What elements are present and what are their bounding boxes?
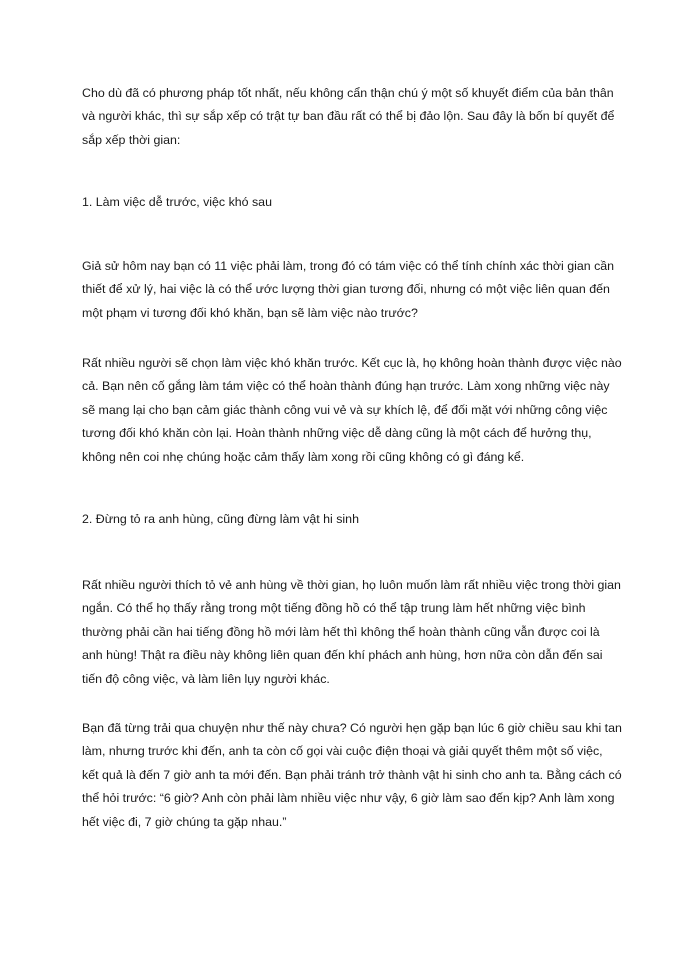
intro-paragraph: Cho dù đã có phương pháp tốt nhất, nếu không cẩn thận chú ý một số khuyết điểm của bản thân và người khác, thì sự sắp xếp có trật tự ban đầu rất có thể bị đảo lộn. Sau đây là bốn bí quyết để sắp xếp thời gian: [82, 86, 615, 147]
section-1-paragraph-2: Rất nhiều người sẽ chọn làm việc khó khăn trước. Kết cục là, họ không hoàn thành được việc nào cả. Bạn nên cố gắng làm tám việc có thể hoàn thành đúng hạn trước. Làm xong những việc này sẽ mang lại cho bạn cảm giác thành công vui vẻ và sự khích lệ, để đối mặt với những công việc tương đối khó khăn còn lại. Hoàn thành những việc dễ dàng cũng là một cách để hưởng thụ, không nên coi nhẹ chúng hoặc cảm thấy làm xong rồi cũng không có gì đáng kể. [82, 356, 622, 464]
section-2-heading: 2. Đừng tỏ ra anh hùng, cũng đừng làm vật hi sinh [82, 512, 359, 526]
section-1-paragraph-1: Giả sử hôm nay bạn có 11 việc phải làm, trong đó có tám việc có thể tính chính xác thời gian cần thiết để xử lý, hai việc là có thể ước lượng thời gian tương đối, nhưng có một việc liên quan đến một phạm vi tương đối khó khăn, bạn sẽ làm việc nào trước? [82, 259, 615, 320]
section-2-paragraph-2: Bạn đã từng trải qua chuyện như thế này chưa? Có người hẹn gặp bạn lúc 6 giờ chiều sau khi tan làm, nhưng trước khi đến, anh ta còn cố gọi vài cuộc điện thoại và giải quyết thêm một số việc, kết quả là đến 7 giờ anh ta mới đến. Bạn phải tránh trở thành vật hi sinh cho anh ta. Bằng cách có thể hỏi trước: “6 giờ? Anh còn phải làm nhiều việc như vậy, 6 giờ làm sao đến kịp? Anh làm xong hết việc đi, 7 giờ chúng ta gặp nhau.” [82, 721, 622, 829]
section-1-heading: 1. Làm việc dễ trước, việc khó sau [82, 195, 272, 209]
section-2-paragraph-1: Rất nhiều người thích tỏ vẻ anh hùng về thời gian, họ luôn muốn làm rất nhiều việc trong thời gian ngắn. Có thể họ thấy rằng trong một tiếng đồng hồ có thể tập trung làm hết những việc bình thường phải cần hai tiếng đồng hồ mới làm hết thì không thể hoàn thành cũng vẫn được coi là anh hùng! Thật ra điều này không liên quan đến khí phách anh hùng, hơn nữa còn dẫn đến sai tiến độ công việc, và làm liên lụy người khác. [82, 578, 621, 686]
